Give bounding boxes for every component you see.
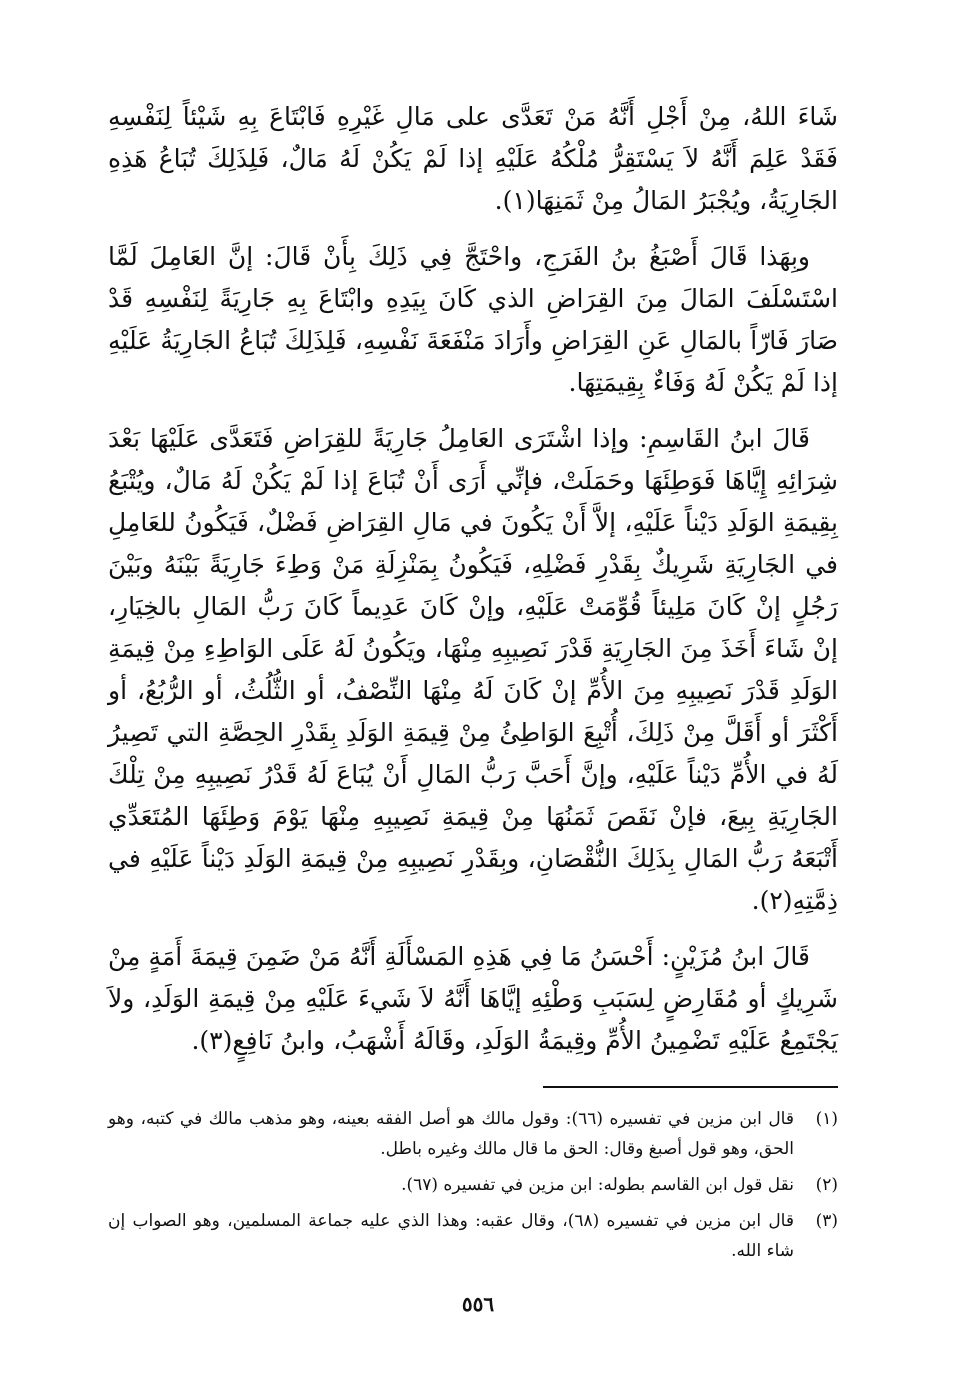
footnote-divider	[543, 1086, 838, 1088]
body-paragraph: وبِهَذا قَالَ أَصْبَغُ بنُ الفَرَجِ، واحْتَجَّ فِي ذَلِكَ بِأَنْ قَالَ: إنَّ العَامِلَ لَمَّا اسْتَسْلَفَ المَالَ مِنَ القِرَاضِ الذي كَانَ بِيَدِهِ وابْتَاعَ بِهِ جَارِيَةً لِنَفْسِهِ قَدْ صَارَ فَارّاً بالمَالِ عَنِ القِرَاضِ وأَرَادَ مَنْفَعَةَ نَفْسِهِ، فَلِذَلِكَ تُبَاعُ الجَارِيَةُ عَلَيْهِ إذا لَمْ يَكُنْ لَهُ وَفَاءٌ بِقِيمَتِهَا.	[108, 242, 838, 397]
page-number: ٥٥٦	[461, 1292, 495, 1316]
footnote-text: قال ابن مزين في تفسيره (٦٦): وقول مالك هو أصل الفقه بعينه، وهو مذهب مالك في كتبه، وهو الحق، وهو قول أصبغ وقال: الحق ما قال مالك وغيره باطل.	[108, 1109, 794, 1159]
footnote-number: (٢)	[815, 1175, 838, 1195]
page-content	[108, 96, 838, 1272]
footnote-number: (٣)	[815, 1211, 838, 1231]
footnote	[108, 1206, 838, 1266]
body-paragraph: قَالَ ابنُ القَاسِمِ: وإذا اشْتَرَى العَامِلُ جَارِيَةً للقِرَاضِ فَتَعَدَّى عَلَيْهَا بَعْدَ شِرَائِهِ إِيَّاهَا فَوَطِئَهَا وحَمَلَتْ، فإنِّي أَرَى أَنْ تُبَاعَ إذا لَمْ يَكُنْ لَهُ مَالٌ، ويُتْبَعُ بِقِيمَةِ الوَلَدِ دَيْناً عَلَيْهِ، إلاَّ أَنْ يَكُونَ في مَالِ القِرَاضِ فَضْلٌ، فَيَكُونُ للعَامِلِ في الجَارِيَةِ شَرِيكٌ بِقَدْرِ فَضْلِهِ، فَيَكُونُ بِمَنْزِلَةِ مَنْ وَطِءَ جَارِيَةً بَيْنَهُ وبَيْنَ رَجُلٍ إنْ كَانَ مَلِيئاً قُوِّمَتْ عَلَيْهِ، وإنْ كَانَ عَدِيماً كَانَ رَبُّ المَالِ بالخِيَارِ، إنْ شَاءَ أَخَذَ مِنَ الجَارِيَةِ قَدْرَ نَصِيبِهِ مِنْهَا، ويَكُونُ لَهُ عَلَى الوَاطِءِ مِنْ قِيمَةِ الوَلَدِ قَدْرَ نَصِيبِهِ مِنَ الأُمِّ إنْ كَانَ لَهُ مِنْهَا النِّصْفُ، أو الثُّلُثُ، أو الرُّبُعُ، أو أَكْثَرَ أو أَقَلَّ مِنْ ذَلِكَ، أُتْبِعَ الوَاطِئُ مِنْ قِيمَةِ الوَلَدِ بِقَدْرِ الحِصَّةِ التي تَصِيرُ لَهُ في الأُمِّ دَيْناً عَلَيْهِ، وإنَّ أَحَبَّ رَبُّ المَالِ أَنْ يُبَاعَ لَهُ قَدْرُ نَصِيبِهِ مِنْ تِلْكَ الجَارِيَةِ بِيعَ، فإنْ نَقَصَ ثَمَنُهَا مِنْ قِيمَةِ نَصِيبِهِ مِنْهَا يَوْمَ وَطِئَهَا المُتَعَدِّي أَتْبَعَهُ رَبُّ المَالِ بِذَلِكَ النُّقْصَانِ، وبِقَدْرِ نَصِيبِهِ مِنْ قِيمَةِ الوَلَدِ دَيْناً عَلَيْهِ في ذِمَّتِهِ(٢).	[108, 424, 838, 915]
footnote	[108, 1104, 838, 1164]
footnote-number: (١)	[815, 1109, 838, 1129]
body-paragraph: شَاءَ اللهُ، مِنْ أَجْلِ أَنَّهُ مَنْ تَعَدَّى على مَالِ غَيْرِهِ فَابْتَاعَ بِهِ شَيْئاً لِنَفْسِهِ فَقَدْ عَلِمَ أَنَّهُ لاَ يَسْتَقِرُّ مُلْكُهُ عَلَيْهِ إذا لَمْ يَكُنْ لَهُ مَالٌ، فَلِذَلِكَ تُبَاعُ هَذِهِ الجَارِيَةُ، ويُجْبَرُ المَالُ مِنْ ثَمَنِهَا(١).	[108, 102, 838, 215]
body-paragraph: قَالَ ابنُ مُزَيْنٍ: أَحْسَنُ مَا فِي هَذِهِ المَسْأَلَةِ أَنَّهُ مَنْ ضَمِنَ قِيمَةَ أَمَةٍ مِنْ شَرِيكٍ أو مُقَارِضٍ لِسَبَبِ وَطْئِهِ إيَّاهَا أَنَّهُ لاَ شَيءَ عَلَيْهِ مِنْ قِيمَةِ الوَلَدِ، ولاَ يَجْتَمِعُ عَلَيْهِ تَضْمِينُ الأُمِّ وقِيمَةُ الوَلَدِ، وقَالَهُ أَشْهَبُ، وابنُ نَافِعٍ(٣).	[108, 942, 838, 1055]
footnote	[108, 1170, 838, 1200]
footnote-text: قال ابن مزين في تفسيره (٦٨)، وقال عقبه: وهذا الذي عليه جماعة المسلمين، وهو الصواب إن شاء الله.	[108, 1211, 794, 1261]
footnote-text: نقل قول ابن القاسم بطوله: ابن مزين في تفسيره (٦٧).	[401, 1175, 794, 1195]
